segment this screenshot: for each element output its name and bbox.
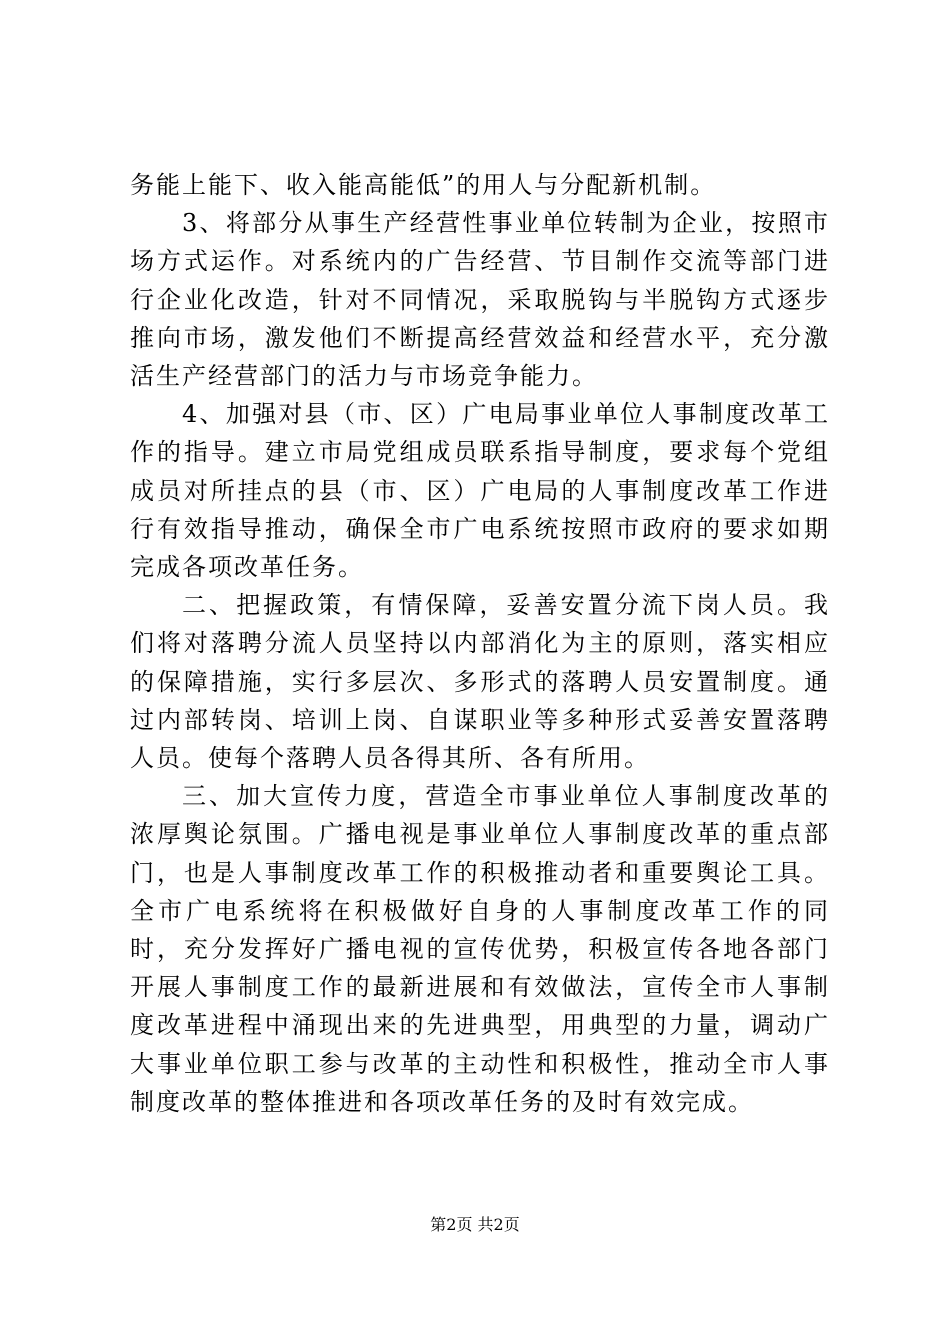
page-footer [0, 1213, 950, 1237]
paragraph-continuation: 务能上能下、收入能高能低”的用人与分配新机制。 [130, 171, 717, 199]
document-body [130, 166, 830, 1121]
page-number-label: 第2页 共2页 [430, 1215, 520, 1234]
paragraph-section-2: 二、把握政策，有情保障，妥善安置分流下岗人员。我们将对落聘分流人员坚持以内部消化为主的原则，落实相应的保障措施，实行多层次、多形式的落聘人员安置制度。通过内部转岗、培训上岗、自谋职业等多种形式妥善安置落聘人员。使每个落聘人员各得其所、各有所用。 [130, 591, 830, 773]
paragraph-item-4: 4、加强对县（市、区）广电局事业单位人事制度改革工作的指导。建立市局党组成员联系指导制度，要求每个党组成员对所挂点的县（市、区）广电局的人事制度改革工作进行有效指导推动，确保全市广电系统按照市政府的要求如期完成各项改革任务。 [130, 400, 830, 582]
paragraph-item-3: 3、将部分从事生产经营性事业单位转制为企业，按照市场方式运作。对系统内的广告经营、节目制作交流等部门进行企业化改造，针对不同情况，采取脱钩与半脱钩方式逐步推向市场，激发他们不断提高经营效益和经营水平，充分激活生产经营部门的活力与市场竞争能力。 [130, 209, 830, 391]
paragraph-section-3: 三、加大宣传力度，营造全市事业单位人事制度改革的浓厚舆论氛围。广播电视是事业单位人事制度改革的重点部门，也是人事制度改革工作的积极推动者和重要舆论工具。全市广电系统将在积极做好自身的人事制度改革工作的同时，充分发挥好广播电视的宣传优势，积极宣传各地各部门开展人事制度工作的最新进展和有效做法，宣传全市人事制度改革进程中涌现出来的先进典型，用典型的力量，调动广大事业单位职工参与改革的主动性和积极性，推动全市人事制度改革的整体推进和各项改革任务的及时有效完成。 [130, 782, 830, 1116]
